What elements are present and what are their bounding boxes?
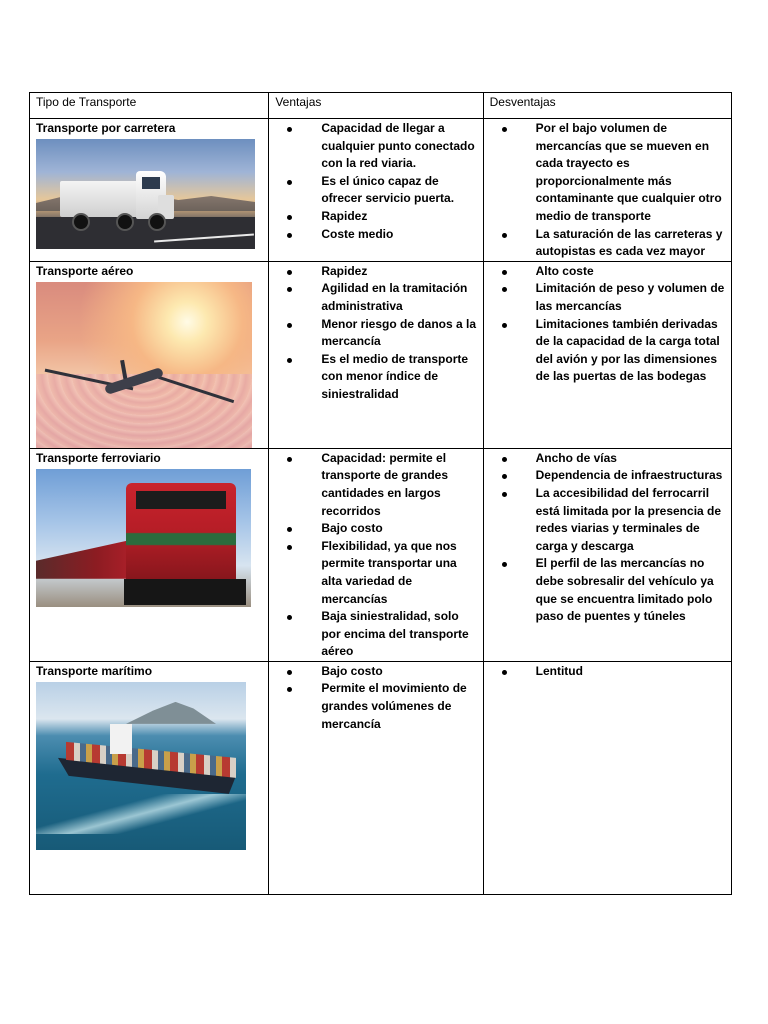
table-row-maritimo [30, 661, 732, 894]
cell-ventajas-aereo [269, 261, 483, 448]
list-item: Bajo costo [321, 663, 478, 681]
list-item: Dependencia de infraestructuras [536, 467, 727, 485]
header-ventajas-label: Ventajas [275, 95, 322, 109]
desventajas-list-carretera [484, 119, 731, 261]
desventajas-list-aereo [484, 262, 731, 386]
list-item: Rapidez [321, 263, 478, 281]
ventajas-list-maritimo [269, 662, 482, 733]
cell-ventajas-ferroviario [269, 448, 483, 661]
list-item: El perfil de las mercancías no debe sobresalir del vehículo ya que se encuentra limitado polo paso de puentes y túneles [536, 555, 727, 625]
cell-desventajas-ferroviario [483, 448, 731, 661]
list-item: Es el medio de transporte con menor índice de siniestralidad [321, 351, 478, 404]
red-locomotive-photo [36, 469, 251, 607]
list-item: Capacidad: permite el transporte de grandes cantidades en largos recorridos [321, 450, 478, 520]
ventajas-list-ferroviario [269, 449, 482, 661]
transport-comparison-table [29, 92, 732, 895]
table-row-aereo [30, 261, 732, 448]
list-item: Permite el movimiento de grandes volúmenes de mercancía [321, 680, 478, 733]
list-item: Por el bajo volumen de mercancías que se mueven en cada trayecto es proporcionalmente más contaminante que cualquier otro medio de transporte [536, 120, 727, 226]
table-row-ferroviario [30, 448, 732, 661]
list-item: Menor riesgo de danos a la mercancía [321, 316, 478, 351]
ventajas-list-aereo [269, 262, 482, 404]
list-item: Alto coste [536, 263, 727, 281]
mode-title-aereo: Transporte aéreo [36, 263, 134, 278]
cell-tipo-carretera [30, 119, 269, 262]
header-tipo-label: Tipo de Transporte [36, 95, 137, 109]
cell-tipo-ferroviario [30, 448, 269, 661]
header-cell-desventajas [483, 93, 731, 119]
cell-ventajas-maritimo [269, 661, 483, 894]
cell-desventajas-maritimo [483, 661, 731, 894]
list-item: Flexibilidad, ya que nos permite transportar una alta variedad de mercancías [321, 538, 478, 608]
cell-tipo-aereo [30, 261, 269, 448]
list-item: Agilidad en la tramitación administrativa [321, 280, 478, 315]
header-cell-ventajas [269, 93, 483, 119]
list-item: Limitación de peso y volumen de las mercancías [536, 280, 727, 315]
table-header-row [30, 93, 732, 119]
cell-desventajas-aereo [483, 261, 731, 448]
list-item: Baja siniestralidad, solo por encima del transporte aéreo [321, 608, 478, 661]
list-item: Bajo costo [321, 520, 478, 538]
cell-ventajas-carretera [269, 119, 483, 262]
list-item: Limitaciones también derivadas de la capacidad de la carga total del avión y por las dimensiones de las puertas de las bodegas [536, 316, 727, 386]
cell-desventajas-carretera [483, 119, 731, 262]
list-item: Lentitud [536, 663, 727, 681]
desventajas-list-ferroviario [484, 449, 731, 626]
list-item: Capacidad de llegar a cualquier punto conectado con la red viaria. [321, 120, 478, 173]
list-item: Rapidez [321, 208, 478, 226]
table-row-carretera [30, 119, 732, 262]
list-item: La accesibilidad del ferrocarril está limitada por la presencia de redes viarias y terminales de carga y descarga [536, 485, 727, 555]
container-ship-photo [36, 682, 246, 850]
list-item: Ancho de vías [536, 450, 727, 468]
mode-title-carretera: Transporte por carretera [36, 121, 176, 135]
list-item: Es el único capaz de ofrecer servicio puerta. [321, 173, 478, 208]
cell-tipo-maritimo [30, 661, 269, 894]
mode-title-ferroviario: Transporte ferroviario [36, 450, 161, 465]
header-desventajas-label: Desventajas [489, 95, 556, 109]
desventajas-list-maritimo [484, 662, 731, 681]
airplane-above-clouds-photo [36, 282, 252, 448]
list-item: Coste medio [321, 226, 478, 244]
ventajas-list-carretera [269, 119, 482, 243]
header-cell-tipo [30, 93, 269, 119]
mode-title-maritimo: Transporte marítimo [36, 663, 153, 678]
truck-on-highway-photo [36, 139, 255, 249]
list-item: La saturación de las carreteras y autopistas es cada vez mayor [536, 226, 727, 261]
